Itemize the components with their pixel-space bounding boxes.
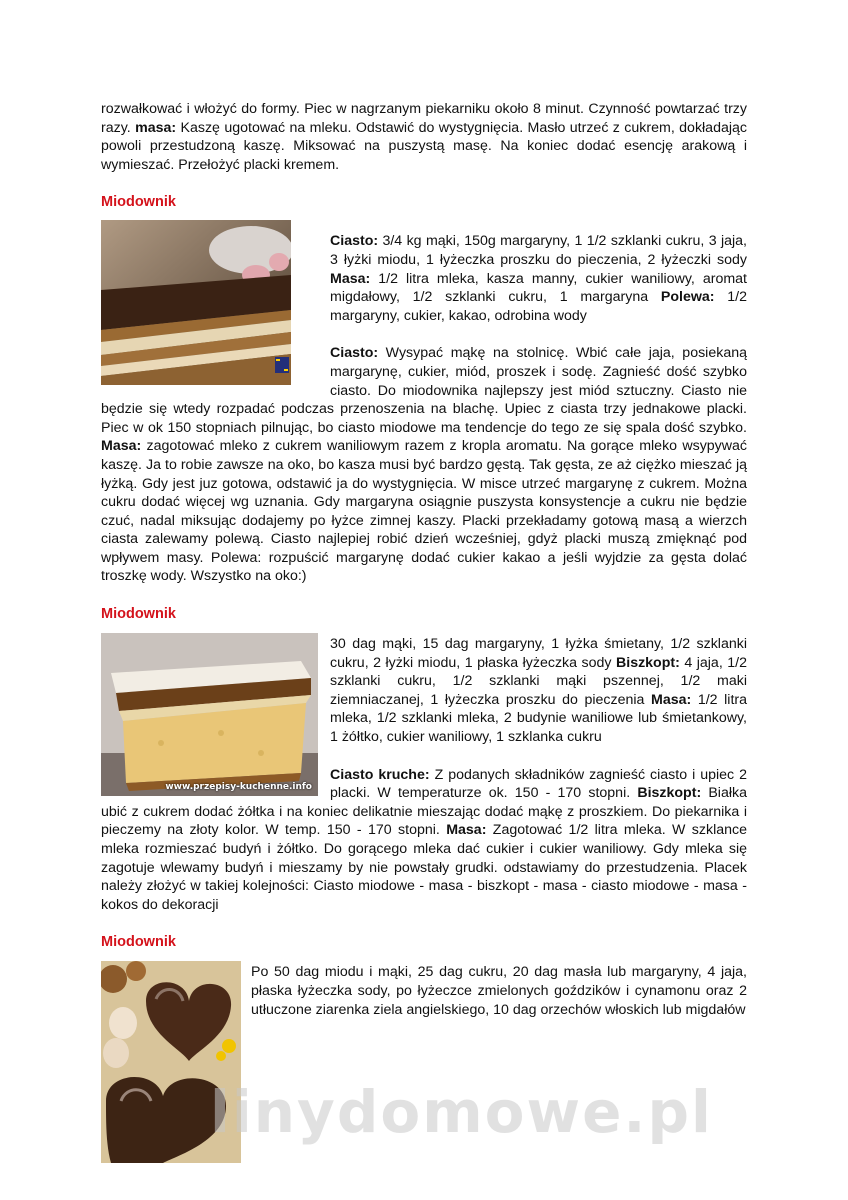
ingredients-paragraph: Po 50 dag miodu i mąki, 25 dag cukru, 20 dag masła lub margaryny, 4 jaja, płaska łyżeczka sody, po łyżeczce zmielonych goździków i cynamonu oraz 2 utłuczone ziarenka ziela angielskiego, 10 dag orzechów włoskich lub migdałów [251,964,747,1018]
intro-paragraph: rozwałkować i włożyć do formy. Piec w nagrzanym piekarniku około 8 minut. Czynność powtarzać trzy razy. masa: Kaszę ugotować na mleku. Odstawić do wystygnięcia. Masło utrzeć z cukrem, dokładając powoli przestudzoną kaszę. Miksować na puszystą masę. Na koniec dodać esencję arakową i wymieszać. Przełożyć placki kremem. [101,101,747,173]
recipe-title: Miodownik [101,194,176,211]
heart-gingerbread-photo [101,961,241,1163]
layer-cake-photo [101,220,291,385]
honey-cake-photo [101,633,318,796]
method-paragraph: Ciasto kruche: Z podanych składników zagnieść ciasto i upiec 2 placki. W temperaturze ok. 150 - 170 stopni. Biszkopt: Białka ubić z cukrem dodać żółtka i na koniec delikatnie mieszając dodać mąkę z proszkiem. Do piekarnika i pieczemy na złoty kolor. W temp. 150 - 170 stopni. Masa: Zagotować 1/2 litra mleka. W szklance mleka rozmieszać budyń i żółtko. Do gorącego mleka dać cukier i cukier waniliowy. Gdy mleka się zagotuje wlewamy budyń i mieszamy by nie powstały grudki. odstawiamy do przestudzenia. Placek należy złożyć w takiej kolejności: Ciasto miodowe - masa - biszkopt - masa - ciasto miodowe - masa - kokos do dekoracji [101,766,747,913]
ingredients-paragraph: 30 dag mąki, 15 dag margaryny, 1 łyżka śmietany, 1/2 szklanki cukru, 2 łyżki miodu, 1 płaska łyżeczka sody Biszkopt: 4 jaja, 1/2 szklanki cukru, 1/2 szklanki mąki pszennej, 1/2 maki ziemniaczanej, 1 łyżeczka proszku do pieczenia Masa: 1/2 litra mleka, 1/2 szklanki mleka, 2 budynie waniliowe lub śmietankowy, 1 żółtko, cukier waniliowy, 1 szklanka cukru [330,636,747,746]
document-page [101,100,747,1163]
image-caption: www.przepisy-kuchenne.info [165,782,312,793]
recipe-title: Miodownik [101,606,176,623]
watermark: linydomowe.pl [210,1078,713,1146]
recipe-title: Miodownik [101,934,176,951]
ingredients-paragraph: Ciasto: 3/4 kg mąki, 150g margaryny, 1 1/2 szklanki cukru, 3 jaja, 3 łyżki miodu, 1 łyżeczka proszku do pieczenia, 2 łyżeczki sody Masa: 1/2 litra mleka, kasza manny, cukier waniliowy, aromat migdałowy, 1/2 szklanki cukru, 1 margaryna Polewa: 1/2 margaryny, cukier, kakao, odrobina wody [330,233,747,324]
method-paragraph: Ciasto: Wysypać mąkę na stolnicę. Wbić całe jaja, posiekaną margarynę, cukier, miód, proszek i sodę. Zagnieść dość szybko ciasto. Do miodownika najlepszy jest miód sztuczny. Ciasto nie będzie się wtedy rozpadać podczas przenoszenia na blachę. Upiec z ciasta trzy jednakowe placki. Piec w ok 150 stopniach pilnując, bo ciasto miodowe ma tendencje do tego ze się spala dość szybko. Masa: zagotować mleko z cukrem waniliowym razem z kropla aromatu. Na gorące mleko wsypywać kaszę. Ja to robie zawsze na oko, bo kasza musi być bardzo gęstą. Tak gęsta, ze aż ciężko mieszać ją łyżką. Gdy jest juz gotowa, odstawić ja do wystygnięcia. W misce utrzeć margarynę z cukrem. Można cukru dodać więcej wg uznania. Gdy margaryna osiągnie puszysta konsystencje a cukru nie będzie czuć, nadal miksując dodajemy po łyżce zimnej kaszy. Placki przekładamy gotową masą a wierzch ciasta zalewamy polewą. Ciasto najlepiej robić dzień wcześniej, gdyż placki muszą zmięknąć pod wpływem masy. Polewa: rozpuścić margarynę dodać cukier kakao a jeśli wyjdzie za gęsta dolać troszkę wody. Wszystko na oko:) [101,345,747,585]
